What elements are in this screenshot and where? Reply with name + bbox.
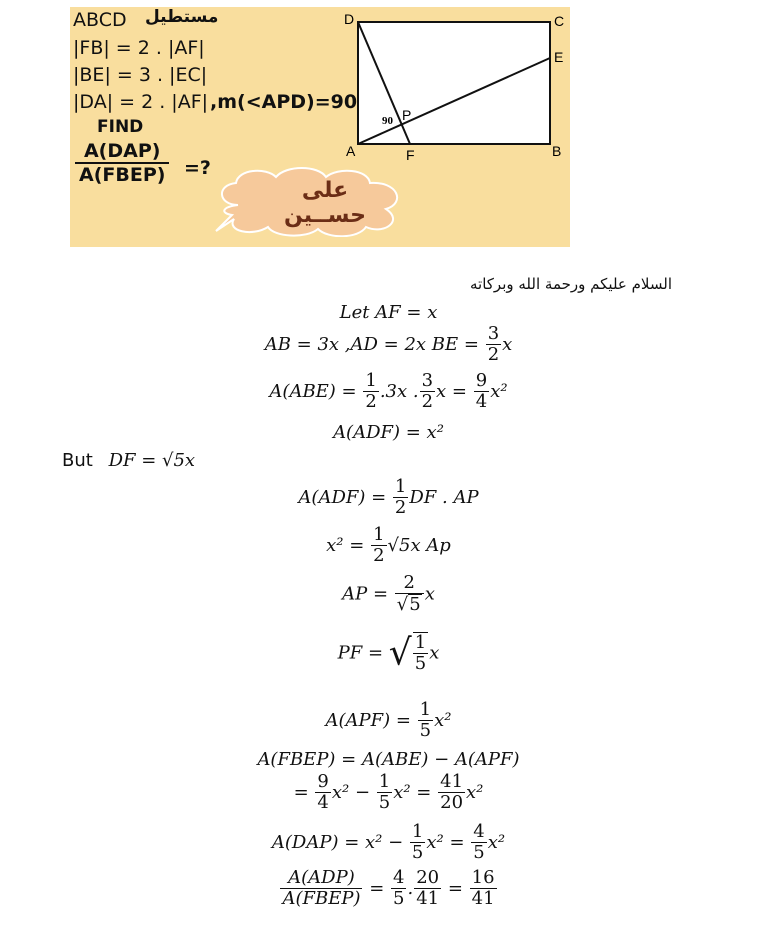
step-3-text: A(ABE) = [269,381,363,402]
step-14: A(ADP) A(FBEP) = $\frac{4}{5}$ . $\frac{20}{41}$ = $\frac{16}{41}$ [282,867,495,909]
step-but [62,450,195,471]
step-13: A(DAP) = x² − $\frac{1}{5}$ x² = $\frac{4}{5}$ x² [271,821,506,863]
step-8: AP = $\frac{2}{√5}$ x [342,572,435,615]
find-fraction [75,140,169,186]
find-label: FIND [97,117,144,137]
vertex-a: A [346,143,356,159]
step-4: A(ADF) = x² [333,422,444,443]
find-equals: =? [184,157,211,179]
condition-angle: ,m(<APD)=90 [210,91,358,113]
step-11: A(FBEP) = A(ABE) − A(APF) [257,749,520,770]
author-name: على حســين [283,178,367,228]
condition-da: |DA| = 2 . |AF| [73,91,209,113]
rectangle-diagram [338,10,570,162]
vertex-e: E [554,49,564,65]
vertex-b: B [552,143,562,159]
step-10: A(APF) = $\frac{1}{5}$ x² [325,699,452,741]
frac-3-2: $\frac{3}{2}$ [487,323,500,365]
find-denominator: A(FBEP) [79,164,166,186]
step-6: A(ADF) = $\frac{1}{2}$ DF . AP [298,476,479,518]
step-12: = $\frac{9}{4}$ x² − $\frac{1}{5}$ x² = $\frac{41}{20}$ x² [293,771,484,813]
step-9: PF = √ $\frac{1}{5}$ x [337,632,440,674]
step-2: AB = 3x ,AD = 2x BE = $\frac{3}{2}$ x [264,323,513,365]
step-6-text: A(ADF) = [298,487,392,508]
rectangle-label-arabic: مستطيل [145,7,219,27]
step-7: x² = $\frac{1}{2}$ √5x Ap [326,524,451,566]
condition-be: |BE| = 3 . |EC| [73,64,208,86]
step-2-text: AB = 3x ,AD = 2x BE = [264,334,485,355]
right-angle-label: 90 [382,115,393,127]
step-3: A(ABE) = $\frac{1}{2}$ .3x . $\frac{3}{2}$ x = $\frac{9}{4}$ x² [269,370,508,412]
but-label: But [62,450,93,471]
condition-fb: |FB| = 2 . |AF| [73,37,205,59]
vertex-c: C [554,13,565,29]
but-equation: DF = √5x [108,450,196,471]
find-numerator: A(DAP) [83,140,161,162]
step-let: Let AF = x [339,302,438,323]
vertex-d: D [344,11,355,27]
vertex-p: P [402,107,412,123]
greeting: السلام عليكم ورحمة الله وبركاته [470,275,672,293]
rectangle-label: ABCD [73,9,127,31]
vertex-f: F [406,147,415,162]
